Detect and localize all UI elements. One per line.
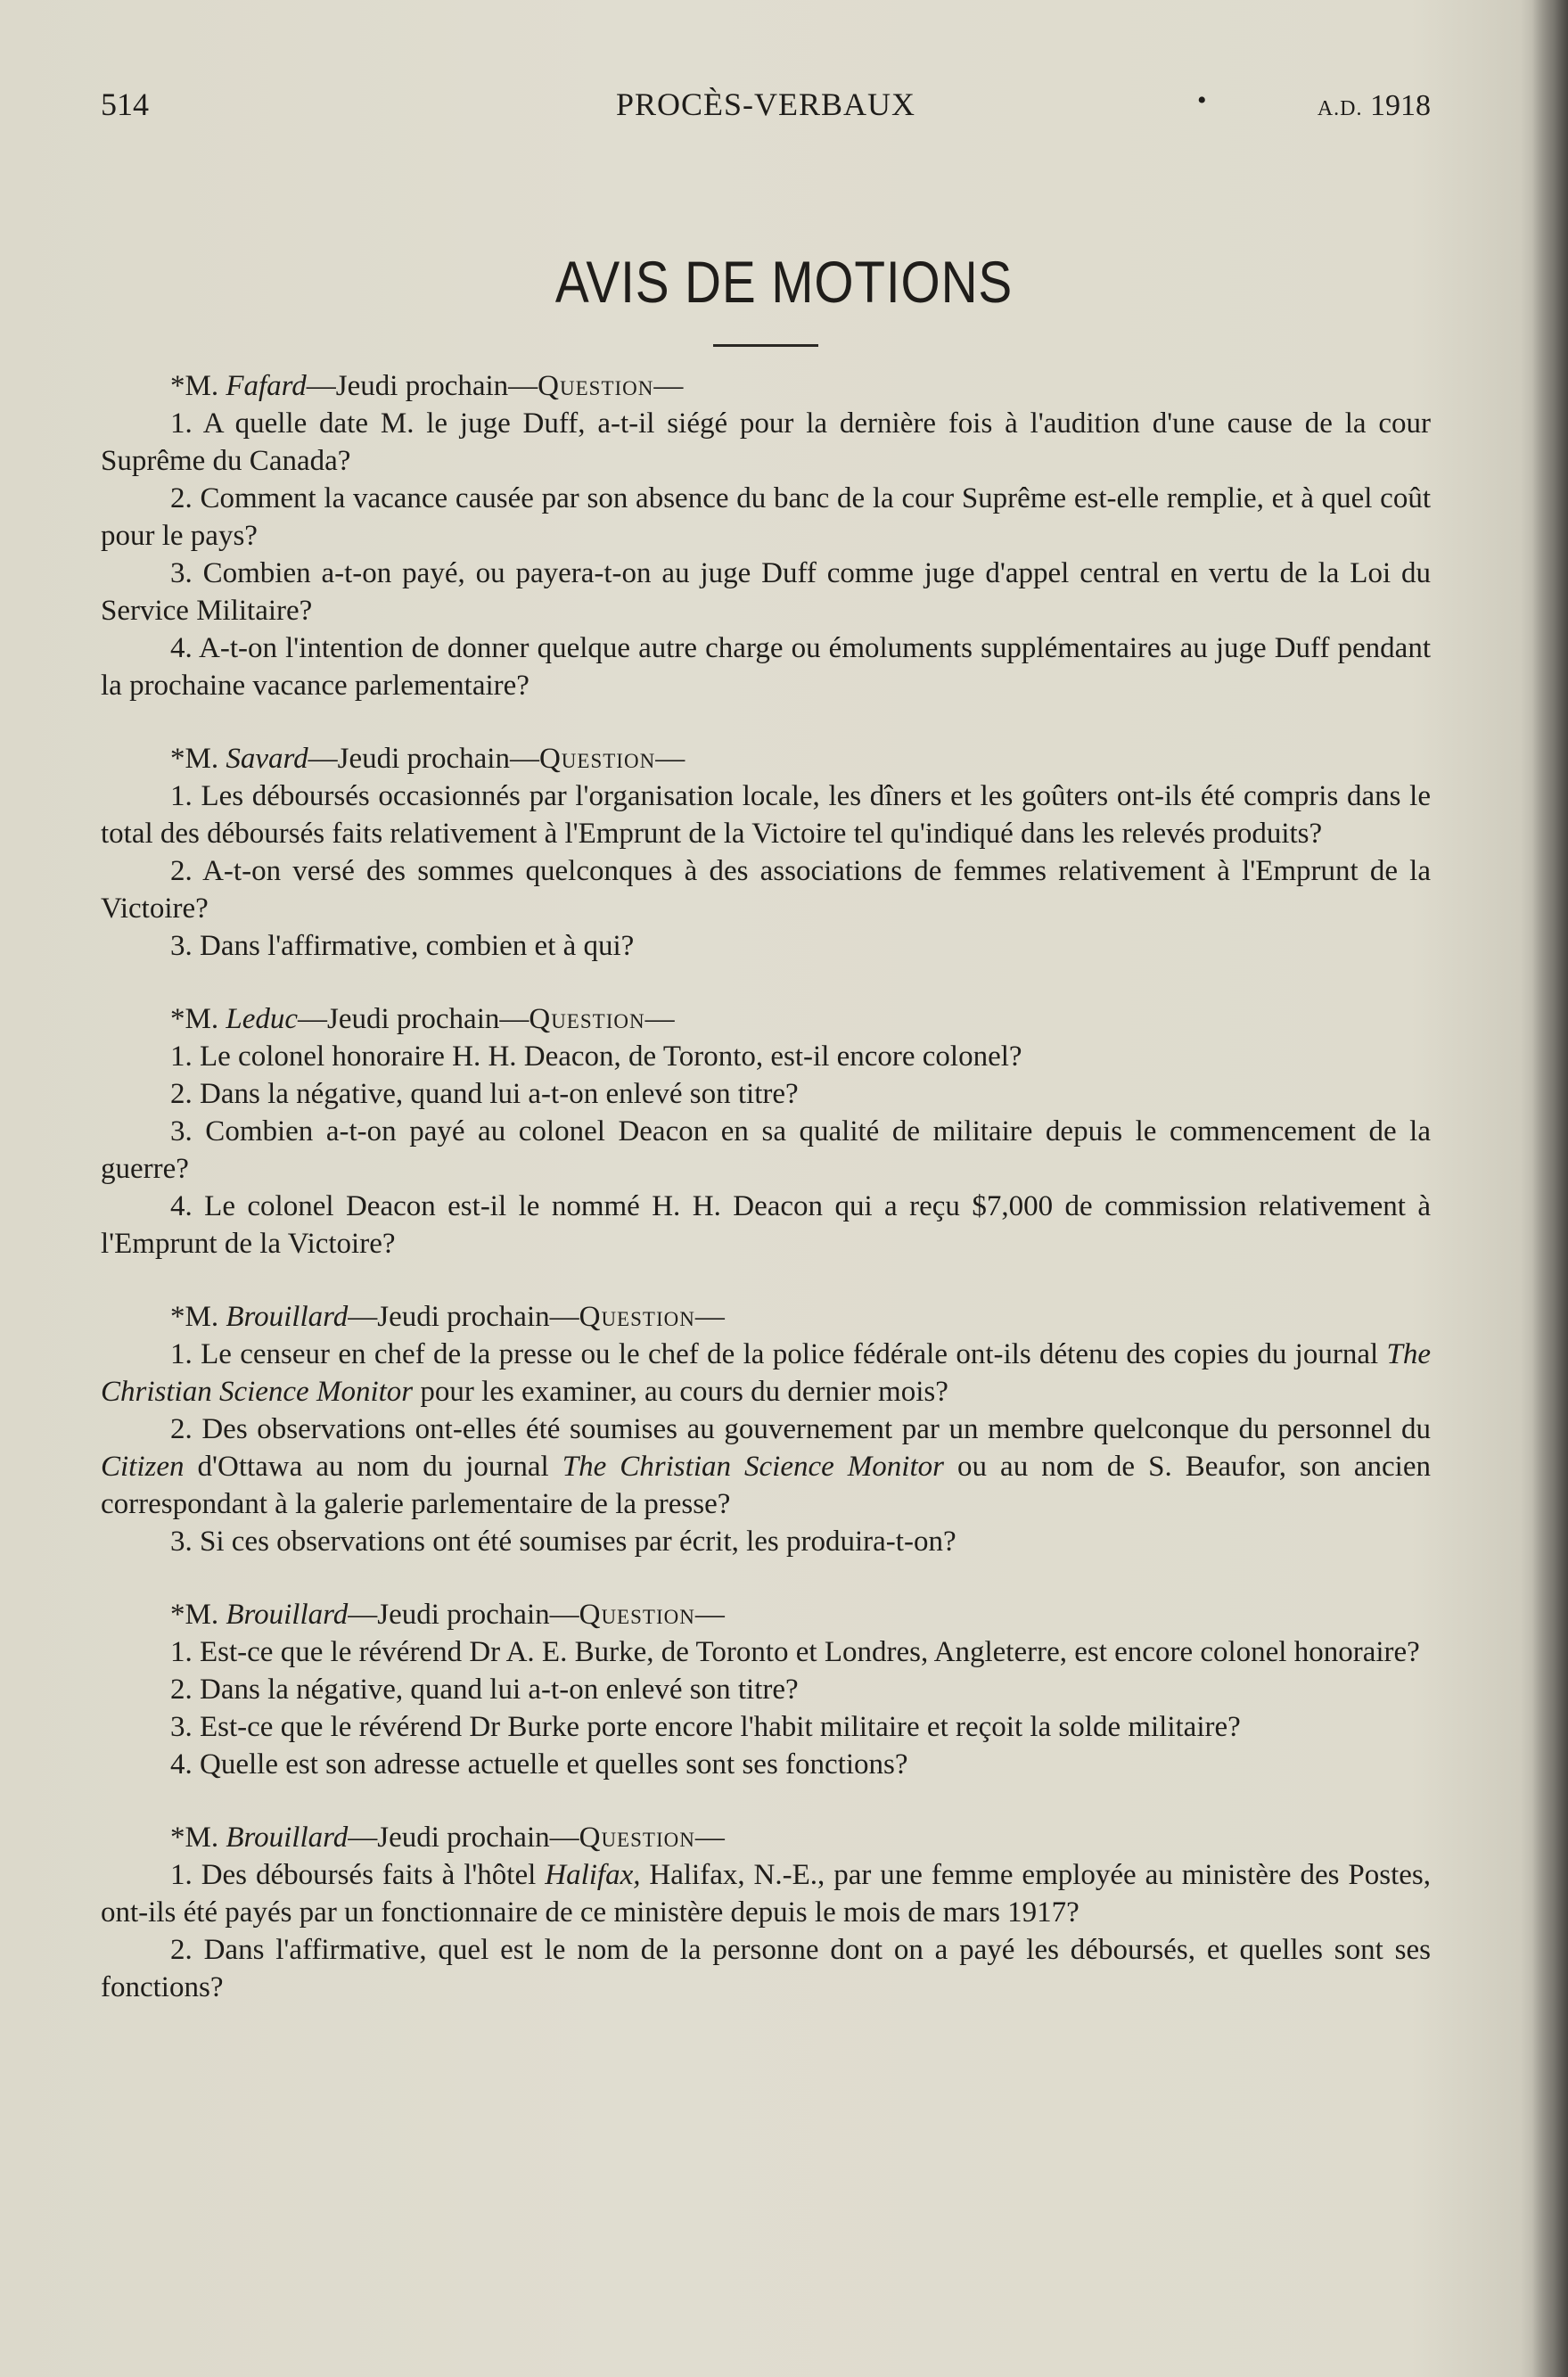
motion-heading <box>101 740 1431 777</box>
motion-block <box>101 740 1431 965</box>
motion-member: Fafard <box>226 370 307 402</box>
question-text: 3. Si ces observations ont été soumises par écrit, les produira-t-on? <box>170 1526 956 1558</box>
motion-prefix: *M. <box>170 1822 226 1854</box>
motion-block <box>101 1000 1431 1263</box>
italic-title: Halifax, <box>545 1859 641 1891</box>
running-title: PROCÈS-VERBAUX <box>615 86 916 122</box>
italic-title: The Christian Science Monitor <box>562 1451 944 1483</box>
question-item: 1. Les déboursés occasionnés par l'organisation locale, les dîners et les goûters ont-ils été compris dans le total des déboursés faits relativement à l'Emprunt de la Victoire tel qu'indiqué dans les relevés produits? <box>101 780 1431 850</box>
header-year <box>1318 89 1431 123</box>
motion-prefix: *M. <box>170 370 226 402</box>
question-text: ou au nom de S. Beaufor, son ancien correspondant à la galerie parlementaire de la presse? <box>101 1451 1431 1520</box>
motion-label-suffix: — <box>694 1822 725 1854</box>
motion-label: Question <box>579 1822 695 1854</box>
question-item: 1. Est-ce que le révérend Dr A. E. Burke, de Toronto et Londres, Angleterre, est encore colonel honoraire? <box>170 1636 1420 1668</box>
motion-label: Question <box>579 1599 695 1631</box>
question-item <box>101 1336 1431 1411</box>
motion-schedule: —Jeudi prochain— <box>308 743 539 775</box>
question-text: d'Ottawa au nom du journal <box>184 1451 562 1483</box>
italic-title: Citizen <box>101 1451 185 1483</box>
question-item <box>101 1931 1431 2006</box>
question-item: 2. Comment la vacance causée par son absence du banc de la cour Suprême est-elle remplie, et à quel coût pour le pays? <box>101 482 1431 552</box>
motion-block <box>101 367 1431 704</box>
motion-heading <box>101 1819 1431 1856</box>
motion-label: Question <box>529 1003 645 1035</box>
question-item <box>101 1523 1431 1560</box>
question-item: 4. Quelle est son adresse actuelle et quelles sont ses fonctions? <box>170 1748 908 1781</box>
question-item: 3. Combien a-t-on payé, ou payera-t-on au juge Duff comme juge d'appel central en vertu de la Loi du Service Militaire? <box>101 557 1431 627</box>
motion-schedule: —Jeudi prochain— <box>348 1301 579 1333</box>
question-text: Halifax, N.-E., par une femme employée au ministère des Postes, ont-ils été payés par un fonctionnaire de ce ministère depuis le mois de mars 1917? <box>101 1859 1431 1929</box>
motion-prefix: *M. <box>170 1599 226 1631</box>
running-header <box>101 86 1431 130</box>
motion-label: Question <box>538 743 656 775</box>
header-era: A.D. <box>1317 97 1363 120</box>
header-year-value: 1918 <box>1370 89 1431 122</box>
motion-member: Brouillard <box>226 1599 349 1631</box>
motion-block <box>101 1596 1431 1783</box>
question-text: 2. Dans l'affirmative, quel est le nom de la personne dont on a payé les déboursés, et quelles sont ses fonctions? <box>101 1934 1431 2003</box>
motion-prefix: *M. <box>170 1003 226 1035</box>
motion-heading <box>101 1298 1431 1336</box>
question-item: 1. A quelle date M. le juge Duff, a-t-il siégé pour la dernière fois à l'audition d'une cause de la cour Suprême du Canada? <box>101 407 1431 477</box>
question-item: 3. Dans l'affirmative, combien et à qui? <box>170 930 635 962</box>
motion-label: Question <box>538 370 654 402</box>
italic-title: The Christian Science Monitor <box>101 1338 1431 1408</box>
motions-list <box>101 367 1431 2042</box>
motion-schedule: —Jeudi prochain— <box>348 1599 579 1631</box>
motion-label: Question <box>579 1301 695 1333</box>
motion-block <box>101 1819 1431 2006</box>
motion-label-suffix: — <box>694 1599 725 1631</box>
question-text: pour les examiner, au cours du dernier mois? <box>413 1376 948 1408</box>
question-item: 2. Dans la négative, quand lui a-t-on enlevé son titre? <box>170 1078 799 1110</box>
motion-member: Brouillard <box>226 1822 349 1854</box>
motion-label-suffix: — <box>644 1003 675 1035</box>
question-item <box>101 1411 1431 1523</box>
motion-prefix: *M. <box>170 1301 226 1333</box>
question-item: 1. Le colonel honoraire H. H. Deacon, de Toronto, est-il encore colonel? <box>170 1040 1022 1073</box>
question-item: 4. A-t-on l'intention de donner quelque autre charge ou émoluments supplémentaires au juge Duff pendant la prochaine vacance parlementaire? <box>101 632 1431 702</box>
motion-schedule: —Jeudi prochain— <box>348 1822 579 1854</box>
question-item: 3. Combien a-t-on payé au colonel Deacon en sa qualité de militaire depuis le commencement de la guerre? <box>101 1115 1431 1185</box>
motion-label-suffix: — <box>655 743 685 775</box>
motion-block <box>101 1298 1431 1560</box>
question-text: 1. Le censeur en chef de la presse ou le chef de la police fédérale ont-ils détenu des copies du journal <box>170 1338 1387 1370</box>
question-text: 2. Des observations ont-elles été soumises au gouvernement par un membre quelconque du personnel du <box>170 1413 1431 1445</box>
question-item: 4. Le colonel Deacon est-il le nommé H. H. Deacon qui a reçu $7,000 de commission relativement à l'Emprunt de la Victoire? <box>101 1190 1431 1260</box>
motion-label-suffix: — <box>694 1301 725 1333</box>
question-item: 2. Dans la négative, quand lui a-t-on enlevé son titre? <box>170 1674 799 1706</box>
motion-schedule: —Jeudi prochain— <box>298 1003 530 1035</box>
motion-heading <box>101 1596 1431 1633</box>
motion-heading <box>101 1000 1431 1038</box>
motion-member: Savard <box>226 743 308 775</box>
page-title: AVIS DE MOTIONS <box>554 249 1014 315</box>
question-item <box>101 1856 1431 1931</box>
title-rule <box>713 344 818 347</box>
question-item: 2. A-t-on versé des sommes quelconques à des associations de femmes relativement à l'Emprunt de la Victoire? <box>101 855 1431 925</box>
motion-prefix: *M. <box>170 743 226 775</box>
motion-member: Brouillard <box>226 1301 349 1333</box>
motion-schedule: —Jeudi prochain— <box>306 370 538 402</box>
motion-heading <box>101 367 1431 405</box>
page-number: 514 <box>101 86 149 122</box>
motion-label-suffix: — <box>653 370 684 402</box>
motion-member: Leduc <box>226 1003 298 1035</box>
binding-shadow <box>1532 0 1568 2377</box>
question-text: 1. Des déboursés faits à l'hôtel <box>170 1859 546 1891</box>
header-dot: • <box>1197 86 1207 115</box>
question-item: 3. Est-ce que le révérend Dr Burke porte encore l'habit militaire et reçoit la solde militaire? <box>170 1711 1241 1743</box>
